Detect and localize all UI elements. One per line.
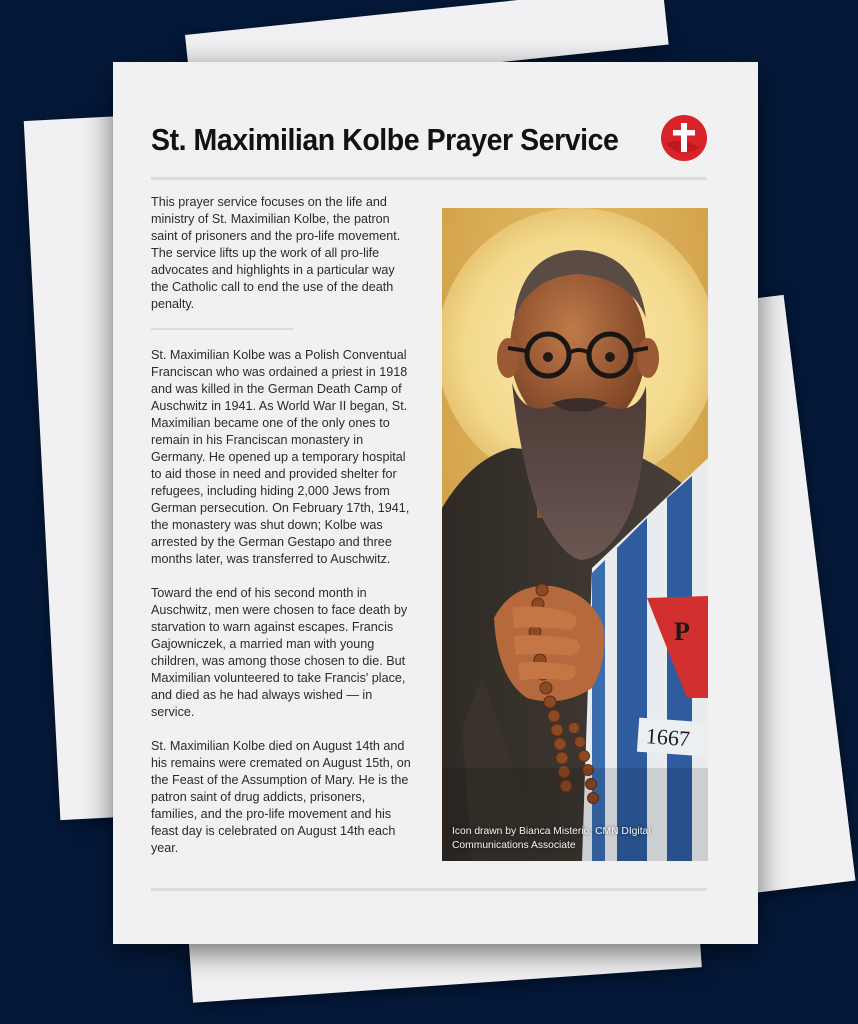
saint-portrait-image — [442, 208, 708, 861]
cross-logo-icon — [660, 114, 708, 162]
paragraph-auschwitz: Toward the end of his second month in Auschwitz, men were chosen to face death by starvation to warn against escapes. Francis Gajowniczek, a married man with young children, was among those chosen to die. But Maximilian volunteered to take Francis' place, and died as he had always wished — in service. — [151, 586, 408, 719]
intro-paragraph: This prayer service focuses on the life and ministry of St. Maximilian Kolbe, the patron saint of prisoners and the pro-life movement. The service lifts up the work of all pro-life advocates and highlights in a particular way the Catholic call to end the use of the death penalty. — [151, 195, 401, 311]
paragraph-feast: St. Maximilian Kolbe died on August 14th and his remains were cremated on August 15th, on the Feast of the Assumption of Mary. He is the patron saint of drug addicts, prisoners, families, and the pro-life movement and his feast day is celebrated on August 14th each year. — [151, 739, 411, 855]
document-page — [113, 62, 758, 944]
body-text — [151, 347, 413, 874]
badge-letter: P — [674, 617, 690, 646]
page-title: St. Maximilian Kolbe Prayer Service — [151, 122, 619, 157]
intro-text — [151, 194, 413, 330]
section-divider — [151, 328, 293, 330]
prisoner-number: 1667 — [645, 723, 691, 752]
image-caption: Icon drawn by Bianca Misterio, CMN DIgital Communications Associate — [452, 826, 651, 851]
header-divider — [151, 177, 707, 180]
footer-divider — [151, 888, 707, 891]
paragraph-biography: St. Maximilian Kolbe was a Polish Conventual Franciscan who was ordained a priest in 1918 and was killed in the German Death Camp of Auschwitz in 1941. As World War II began, St. Maximilian became one of the only ones to remain in his Franciscan monastery in Germany. He opened up a temporary hospital to aid those in need and provided shelter for refugees, including hiding 2,000 Jews from German persecution. On February 17th, 1941, the monastery was shut down; Kolbe was arrested by the German Gestapo and three months later, was transferred to Auschwitz. — [151, 348, 410, 566]
